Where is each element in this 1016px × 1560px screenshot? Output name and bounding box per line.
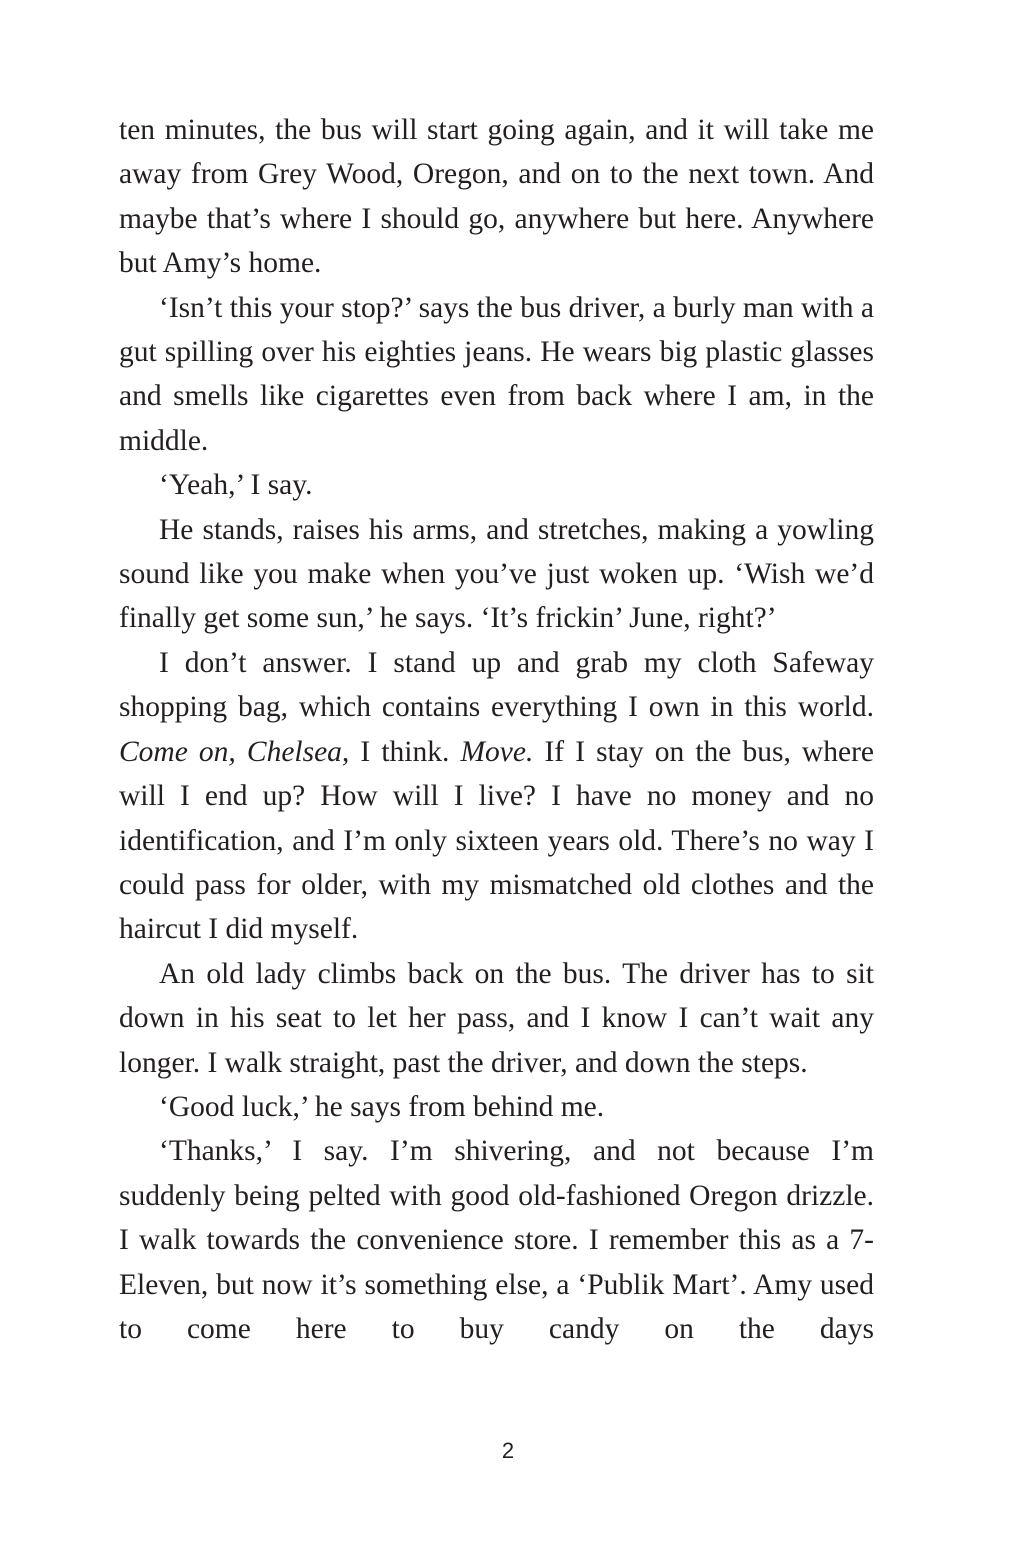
paragraph-text: ten minutes, the bus will start going again, and it will take me away from Grey Wood, Oregon, and on to the next town. And maybe that’s where I should go, anywhere but here. Anywhere but Amy’s home.: [119, 114, 874, 280]
page-number: 2: [501, 1438, 515, 1463]
page-body: [119, 108, 874, 1351]
paragraph: [119, 108, 874, 286]
paragraph-text: An old lady climbs back on the bus. The driver has to sit down in his seat to let her pass, and I know I can’t wait any longer. I walk straight, past the driver, and down the steps.: [119, 957, 874, 1079]
italic-thought: Come on, Chelsea,: [119, 735, 350, 768]
paragraph: [119, 1085, 874, 1129]
paragraph: [119, 463, 874, 507]
paragraph: [119, 1129, 874, 1351]
paragraph-text: I think.: [349, 735, 461, 768]
paragraph-text: I don’t answer. I stand up and grab my cloth Safeway shopping bag, which contains everything I own in this world.: [119, 646, 874, 724]
italic-thought: Move.: [460, 735, 534, 768]
paragraph: [119, 286, 874, 464]
paragraph: [119, 641, 874, 952]
paragraph-text: ‘Thanks,’ I say. I’m shivering, and not because I’m suddenly being pelted with good old-fashioned Oregon drizzle. I walk towards the convenience store. I remember this as a 7-Eleven, but now it’s something else, a ‘Publik Mart’. Amy used to come here to buy candy on the days: [119, 1135, 874, 1345]
paragraph-text: ‘Isn’t this your stop?’ says the bus driver, a burly man with a gut spilling over his eighties jeans. He wears big plastic glasses and smells like cigarettes even from back where I am, in the middle.: [119, 291, 874, 457]
paragraph: [119, 952, 874, 1085]
paragraph-text: If I stay on the bus, where will I end up? How will I live? I have no money and no identification, and I’m only sixteen years old. There’s no way I could pass for older, with my mismatched old clothes and the haircut I did myself.: [119, 735, 874, 946]
paragraph-text: ‘Yeah,’ I say.: [159, 469, 313, 502]
paragraph-text: He stands, raises his arms, and stretches, making a yowling sound like you make when you’ve just woken up. ‘Wish we’d finally get some sun,’ he says. ‘It’s frickin’ June, right?’: [119, 513, 874, 635]
paragraph: [119, 508, 874, 641]
paragraph-text: ‘Good luck,’ he says from behind me.: [159, 1090, 605, 1123]
